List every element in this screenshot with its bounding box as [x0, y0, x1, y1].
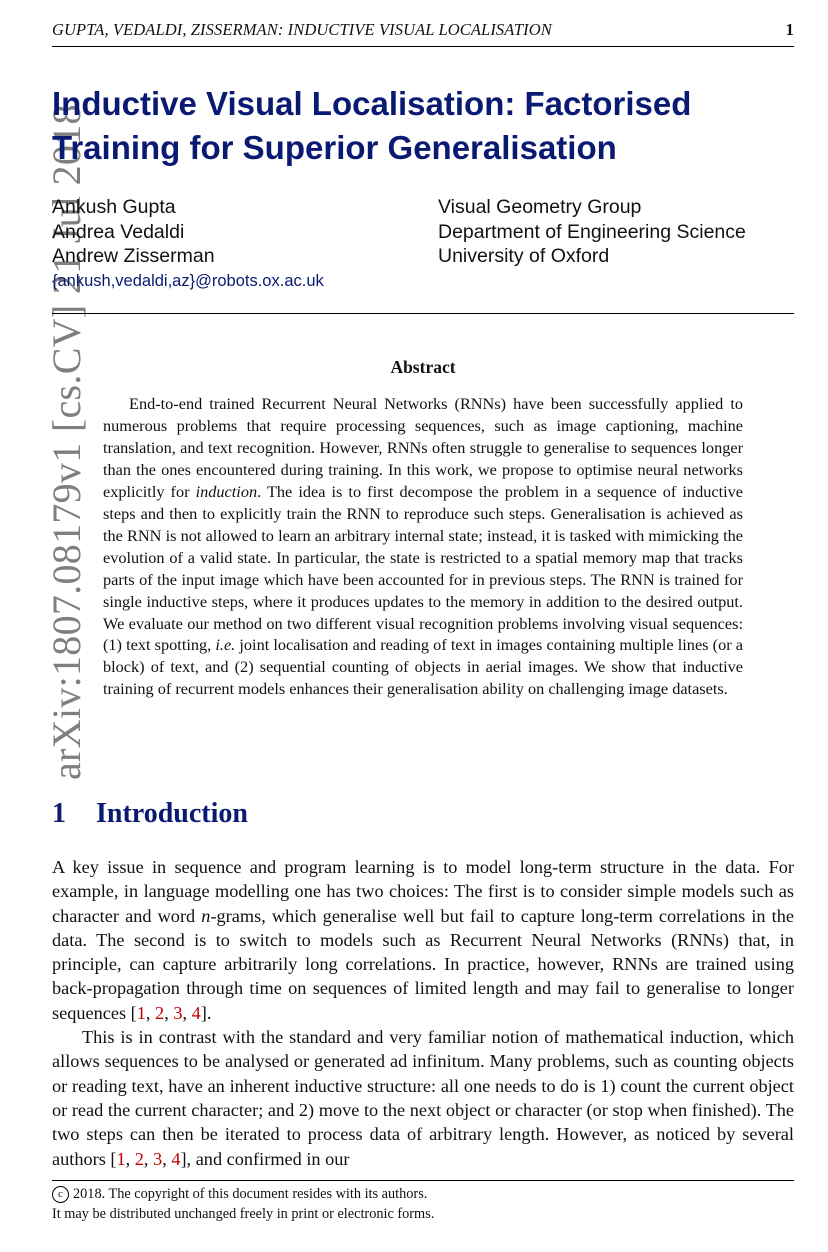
copyright-footnote	[52, 1184, 794, 1224]
citation-link[interactable]: 1	[136, 1002, 146, 1023]
section-number: 1	[52, 798, 66, 829]
affiliation-block	[438, 195, 746, 269]
section-title: Introduction	[96, 798, 248, 829]
title-line-2: Training for Superior Generalisation	[52, 129, 617, 166]
intro-text: ].	[200, 1002, 212, 1023]
running-head-text: GUPTA, VEDALDI, ZISSERMAN: INDUCTIVE VISUAL LOCALISATION	[52, 20, 552, 39]
copyright-icon: c	[52, 1186, 69, 1203]
intro-n: n	[201, 905, 211, 926]
footnote-line-1	[52, 1184, 794, 1204]
affiliation-line: Visual Geometry Group	[438, 196, 642, 218]
intro-paragraph-1: A key issue in sequence and program learning is to model long-term structure in the data. For example, in language modelling one has two choices: The first is to consider simple models such as character and word n-grams, which generalise well but fail to capture long-term correlations in the data. The second is to switch to models such as Recurrent Neural Networks (RNNs) that, in principle, can capture arbitrarily long correlations. In practice, however, RNNs are trained using back-propagation through time on sequences of limited length and may fail to generalise to longer sequences [1, 2, 3, 4].	[52, 857, 794, 1023]
page-number: 1	[785, 20, 794, 39]
affiliation-line: University of Oxford	[438, 245, 610, 267]
abstract-text-part: . The idea is to first decompose the problem in a sequence of inductive steps and then to explicitly train the RNN to reproduce such steps. Generalisation is achieved as the RNN is not allowed to learn an arbitrary internal state; instead, it is tasked with mimicking the evolution of a valid state. In particular, the state is restricted to a spatial memory map that tracks parts of the input image which have been accounted for in previous steps. The RNN is trained for single inductive steps, where it produces updates to the memory in addition to the desired output. We evaluate our method on two different visual recognition problems involving visual sequences: (1) text spotting,	[103, 481, 743, 655]
footnote-rule	[52, 1180, 794, 1181]
citation-link[interactable]: 2	[155, 1002, 165, 1023]
intro-text: This is in contrast with the standard and very familiar notion of mathematical induction, which allows sequences to be analysed or generated ad infinitum. Many problems, such as counting objects or reading text, have an inherent inductive structure: all one needs to do is 1) count the current object or read the current character; and 2) move to the next object or character (or stop when finished). The two steps can then be iterated to process data of arbitrary length. However, as noticed by several authors [	[52, 1027, 794, 1169]
header-rule	[52, 313, 794, 314]
citation-link[interactable]: 4	[171, 1148, 181, 1169]
affiliation-line: Department of Engineering Science	[438, 220, 746, 243]
footnote-line-2: It may be distributed unchanged freely in print or electronic forms.	[52, 1206, 435, 1222]
author-email[interactable]: {ankush,vedaldi,az}@robots.ox.ac.uk	[52, 271, 324, 290]
section-heading	[52, 798, 248, 830]
author-block	[52, 195, 324, 293]
citation-link[interactable]: 2	[134, 1148, 144, 1169]
abstract-text-part: joint localisation and reading of text in images containing multiple lines (or a block) of text, and (2) sequential counting of objects in aerial images. We show that inductive training of recurrent models enhances their generalisation ability on challenging image datasets.	[103, 635, 743, 699]
citation-link[interactable]: 1	[116, 1148, 126, 1169]
abstract-emphasis: induction	[195, 481, 258, 501]
footnote-text: 2018. The copyright of this document resides with its authors.	[73, 1186, 428, 1202]
abstract-text-part: End-to-end trained Recurrent Neural Networks (RNNs) have been successfully applied to numerous problems that require processing sequences, such as image captioning, machine translation, and text recognition. However, RNNs often struggle to generalise to sequences longer than the ones encountered during training. In this work, we propose to optimise neural networks explicitly for	[103, 394, 743, 501]
paper-title	[52, 82, 812, 170]
abstract-text	[103, 393, 743, 700]
citation-link[interactable]: 3	[153, 1148, 163, 1169]
abstract-heading: Abstract	[390, 357, 456, 377]
title-line-1: Inductive Visual Localisation: Factorised	[52, 85, 692, 122]
intro-text: -grams, which generalise well but fail to capture long-term correlations in the data. The second is to switch to models such as Recurrent Neural Networks (RNNs) that, in principle, can capture arbitrarily long correlations. In practice, however, RNNs are trained using back-propagation through time on sequences of limited length and may fail to generalise to longer sequences [	[52, 905, 794, 1023]
running-head	[52, 20, 794, 47]
intro-text: ], and confirmed in our	[180, 1148, 350, 1169]
author-name: Andrew Zisserman	[52, 245, 215, 267]
citation-link[interactable]: 3	[173, 1002, 183, 1023]
abstract-ie: i.e.	[215, 635, 236, 655]
author-name: Andrea Vedaldi	[52, 220, 185, 243]
intro-paragraph-2: This is in contrast with the standard and very familiar notion of mathematical induction, which allows sequences to be analysed or generated ad infinitum. Many problems, such as counting objects or reading text, have an inherent inductive structure: all one needs to do is 1) count the current object or read the current character; and 2) move to the next object or character (or stop when finished). The two steps can then be iterated to process data of arbitrary length. However, as noticed by several authors [1, 2, 3, 4], and confirmed in our	[52, 1027, 794, 1169]
introduction-body	[52, 855, 794, 1171]
author-name: Ankush Gupta	[52, 196, 176, 218]
intro-text: A key issue in sequence and program learning is to model long-term structure in the data. For example, in language modelling one has two choices: The first is to consider simple models such as character and word	[52, 857, 794, 926]
arxiv-stamp: arXiv:1807.08179v1 [cs.CV] 21 Jul 2018	[44, 104, 89, 780]
citation-link[interactable]: 4	[191, 1002, 201, 1023]
